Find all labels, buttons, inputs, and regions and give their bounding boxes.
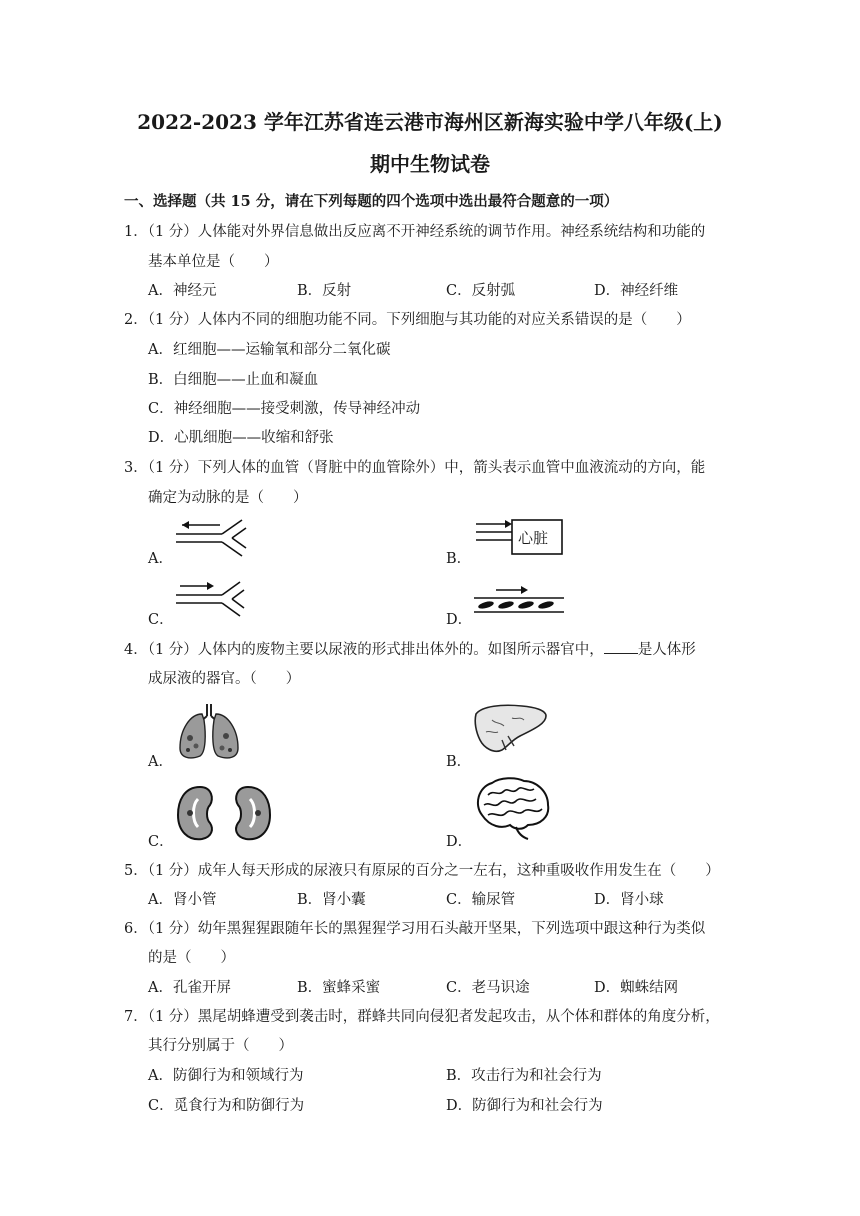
question-5-stem: 5．（1 分）成年人每天形成的尿液只有原尿的百分之一左右，这种重吸收作用发生在（ ） bbox=[124, 863, 720, 879]
question-6-option-a[interactable]: A．孔雀开屏 bbox=[148, 980, 231, 996]
answer-blank[interactable] bbox=[604, 639, 638, 654]
question-6-option-c[interactable]: C．老马识途 bbox=[446, 980, 530, 996]
question-5-option-d[interactable]: D．肾小球 bbox=[594, 892, 664, 908]
question-1-option-b[interactable]: B．反射 bbox=[297, 283, 352, 299]
question-3-option-b[interactable]: B． bbox=[446, 551, 472, 567]
liver-icon bbox=[472, 700, 550, 756]
question-5-option-a[interactable]: A．肾小管 bbox=[148, 892, 217, 908]
exam-title-line2: 期中生物试卷 bbox=[370, 152, 490, 176]
question-3-option-a[interactable]: A． bbox=[148, 551, 173, 567]
question-3-option-c[interactable]: C． bbox=[148, 612, 174, 628]
question-6-stem-line2: 的是（ ） bbox=[148, 950, 235, 966]
question-4-option-b[interactable]: B． bbox=[446, 754, 472, 770]
question-7-option-b[interactable]: B．攻击行为和社会行为 bbox=[446, 1068, 602, 1084]
heart-label: 心脏 bbox=[518, 529, 549, 547]
heart-vessel-diagram bbox=[476, 516, 566, 558]
section-heading: 一、选择题（共 15 分，请在下列每题的四个选项中选出最符合题意的一项） bbox=[124, 193, 619, 210]
question-3-stem-line2: 确定为动脉的是（ ） bbox=[148, 490, 308, 506]
capillary-vessel-diagram bbox=[474, 584, 566, 618]
question-4-stem-line2: 成尿液的器官。（ ） bbox=[148, 671, 301, 687]
question-7-option-c[interactable]: C．觅食行为和防御行为 bbox=[148, 1098, 305, 1114]
question-4-option-a[interactable]: A． bbox=[148, 754, 173, 770]
question-1-option-d[interactable]: D．神经纤维 bbox=[594, 283, 679, 299]
question-3-option-d[interactable]: D． bbox=[446, 612, 473, 628]
question-2-option-b[interactable]: B．白细胞——止血和凝血 bbox=[148, 372, 319, 388]
question-5-option-c[interactable]: C．输尿管 bbox=[446, 892, 516, 908]
question-6-stem-line1: 6．（1 分）幼年黑猩猩跟随年长的黑猩猩学习用石头敲开坚果，下列选项中跟这种行为类似 bbox=[124, 921, 706, 937]
question-7-stem-line1: 7．（1 分）黑尾胡蜂遭受到袭击时，群蜂共同向侵犯者发起攻击，从个体和群体的角度分析， bbox=[124, 1009, 720, 1025]
exam-title-line1: 2022-2023 学年江苏省连云港市海州区新海实验中学八年级(上) bbox=[137, 110, 723, 134]
question-4-option-c[interactable]: C． bbox=[148, 834, 174, 850]
question-4-stem-line1 bbox=[124, 638, 696, 659]
question-1-stem-line2: 基本单位是（ ） bbox=[148, 254, 279, 270]
question-3-stem-line1: 3．（1 分）下列人体的血管（肾脏中的血管除外）中，箭头表示血管中血液流动的方向，能 bbox=[124, 460, 706, 476]
artery-vessel-diagram bbox=[176, 516, 248, 558]
question-1-option-c[interactable]: C．反射弧 bbox=[446, 283, 516, 299]
question-2-option-c[interactable]: C．神经细胞——接受刺激，传导神经冲动 bbox=[148, 401, 421, 417]
question-2-stem: 2．（1 分）人体内不同的细胞功能不同。下列细胞与其功能的对应关系错误的是（ ） bbox=[124, 312, 691, 328]
question-4-option-d[interactable]: D． bbox=[446, 834, 473, 850]
question-5-option-b[interactable]: B．肾小囊 bbox=[297, 892, 366, 908]
branching-vessel-diagram bbox=[176, 578, 248, 620]
question-6-option-b[interactable]: B．蜜蜂采蜜 bbox=[297, 980, 381, 996]
question-2-option-d[interactable]: D．心肌细胞——收缩和舒张 bbox=[148, 430, 334, 446]
question-7-option-d[interactable]: D．防御行为和社会行为 bbox=[446, 1098, 603, 1114]
question-7-stem-line2: 其行分别属于（ ） bbox=[148, 1038, 293, 1054]
brain-icon bbox=[472, 775, 552, 841]
question-1-option-a[interactable]: A．神经元 bbox=[148, 283, 217, 299]
question-2-option-a[interactable]: A．红细胞——运输氧和部分二氧化碳 bbox=[148, 342, 391, 358]
question-4-stem-part1: 4．（1 分）人体内的废物主要以尿液的形式排出体外的。如图所示器官中， bbox=[124, 642, 604, 658]
question-4-stem-part2: 是人体形 bbox=[637, 642, 696, 658]
lungs-icon bbox=[176, 700, 242, 762]
question-7-option-a[interactable]: A．防御行为和领域行为 bbox=[148, 1068, 304, 1084]
kidneys-icon bbox=[176, 783, 272, 843]
question-1-stem-line1: 1．（1 分）人体能对外界信息做出反应离不开神经系统的调节作用。神经系统结构和功能的 bbox=[124, 224, 706, 240]
question-6-option-d[interactable]: D．蜘蛛结网 bbox=[594, 980, 679, 996]
